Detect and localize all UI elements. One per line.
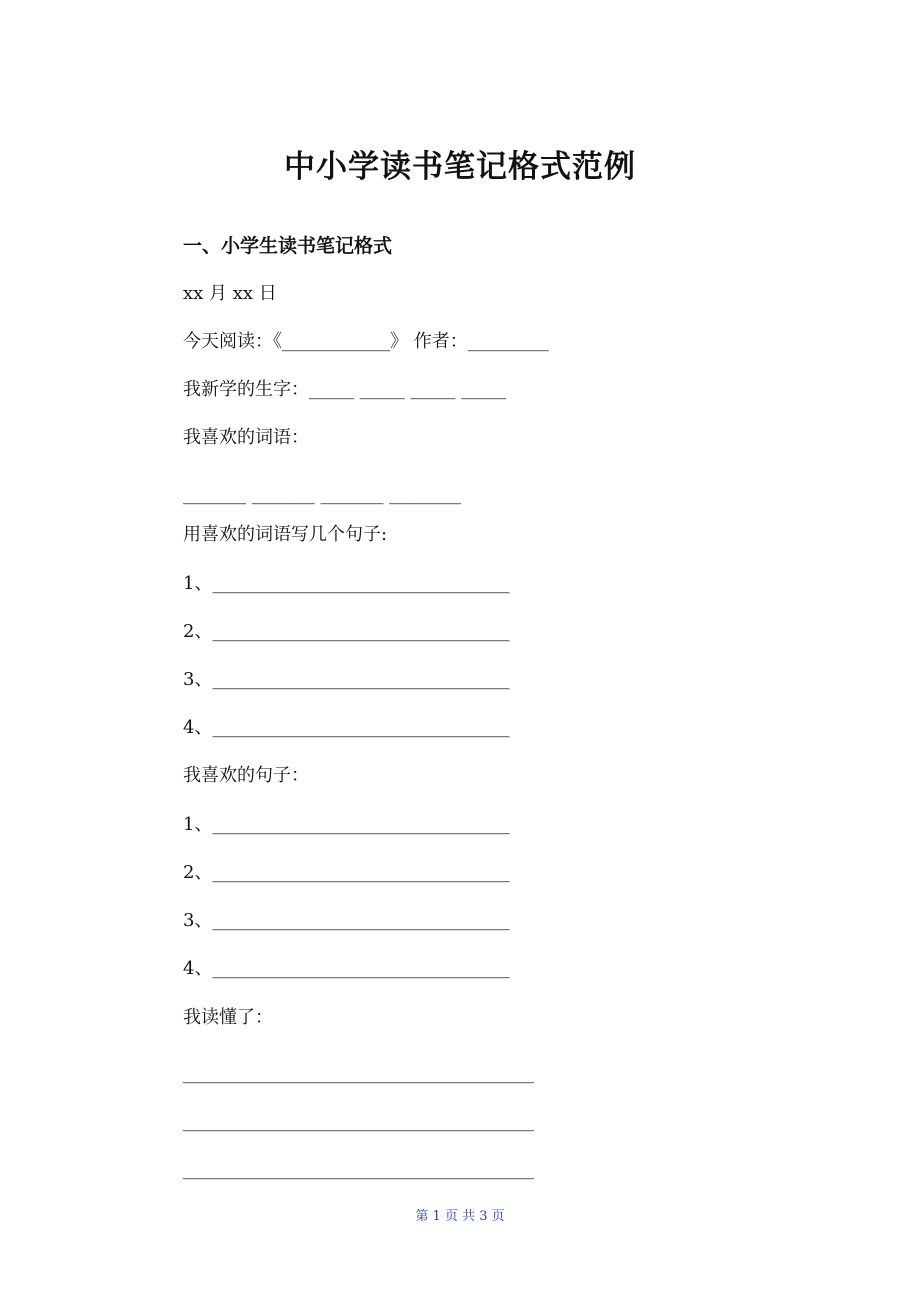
- page-number-footer: 第 1 页 共 3 页: [415, 1209, 505, 1224]
- section-heading: 一、小学生读书笔记格式: [183, 235, 393, 257]
- favorite-sentence-3: 3、_________________________________: [183, 910, 510, 931]
- word-sentence-3: 3、_________________________________: [183, 669, 510, 690]
- reading-book-line: 今天阅读：《____________》 作者：_________: [183, 331, 549, 352]
- favorite-words-label: 我喜欢的词语：: [183, 427, 309, 448]
- word-sentence-4: 4、_________________________________: [183, 717, 510, 738]
- favorite-sentences-label: 我喜欢的句子：: [183, 765, 309, 786]
- word-sentence-1: 1、_________________________________: [183, 573, 510, 594]
- favorite-sentence-1: 1、_________________________________: [183, 814, 510, 835]
- date-line: xx 月 xx 日: [183, 283, 277, 304]
- sentences-with-words-label: 用喜欢的词语写几个句子:: [183, 524, 388, 545]
- favorite-sentence-4: 4、_________________________________: [183, 958, 510, 979]
- understood-label: 我读懂了：: [183, 1007, 273, 1028]
- favorite-words-blanks: _______ _______ _______ ________: [183, 484, 462, 505]
- favorite-sentence-2: 2、_________________________________: [183, 862, 510, 883]
- new-characters-line: 我新学的生字：_____ _____ _____ _____: [183, 379, 507, 400]
- word-sentence-2: 2、_________________________________: [183, 621, 510, 642]
- page-title: 中小学读书笔记格式范例: [284, 149, 636, 185]
- understood-blank-3: _______________________________________: [183, 1159, 534, 1180]
- understood-blank-2: _______________________________________: [183, 1111, 534, 1132]
- understood-blank-1: _______________________________________: [183, 1063, 534, 1084]
